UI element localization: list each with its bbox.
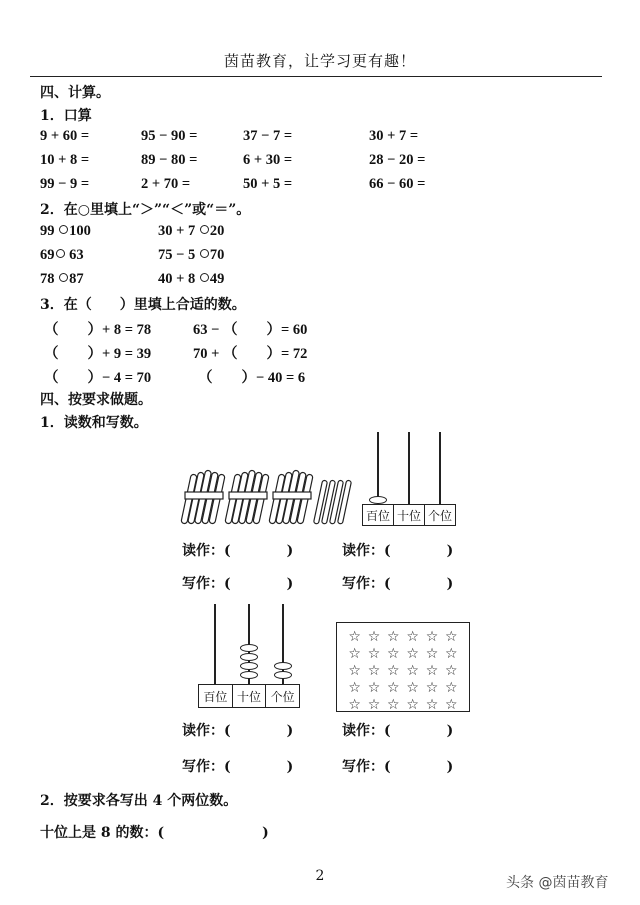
star-icon: ☆ bbox=[445, 697, 458, 713]
fill-title: 3．在（ ）里填上合适的数。 bbox=[40, 297, 246, 313]
header-rule bbox=[30, 76, 602, 77]
compare-item bbox=[40, 223, 91, 240]
compare-circle[interactable] bbox=[59, 273, 68, 282]
compare-left: 78 bbox=[40, 271, 55, 287]
place-label: 百位 bbox=[199, 685, 233, 707]
compare-item bbox=[158, 271, 224, 288]
compare-left: 75 − 5 bbox=[158, 247, 196, 263]
mental-item: 28 − 20 = bbox=[369, 152, 426, 168]
abacus-rod bbox=[377, 432, 379, 504]
compare-right: 20 bbox=[209, 223, 225, 239]
fill-item[interactable]: 70 + （ ）= 72 bbox=[193, 346, 308, 362]
mental-title: 1．口算 bbox=[40, 108, 92, 124]
compare-circle[interactable] bbox=[200, 225, 209, 234]
compare-item bbox=[40, 247, 84, 264]
compare-item bbox=[40, 271, 84, 288]
fill-item[interactable]: 63 − （ ）= 60 bbox=[193, 322, 308, 338]
read-answer[interactable]: 读作：( ) bbox=[182, 723, 294, 739]
star-icon: ☆ bbox=[445, 680, 458, 696]
abacus-bead bbox=[240, 662, 258, 670]
compare-right: 87 bbox=[69, 271, 84, 287]
abacus-bead bbox=[240, 644, 258, 652]
mental-item: 6 + 30 = bbox=[243, 152, 293, 168]
mental-item: 89 − 80 = bbox=[141, 152, 198, 168]
star-icon: ☆ bbox=[406, 697, 419, 713]
compare-circle[interactable] bbox=[59, 225, 68, 234]
compare-left: 40 + 8 bbox=[158, 271, 196, 287]
star-icon: ☆ bbox=[406, 680, 419, 696]
readwrite-title: 1．读数和写数。 bbox=[40, 415, 148, 431]
abacus-bead bbox=[274, 662, 292, 670]
place-label: 百位 bbox=[363, 505, 394, 525]
star-icon: ☆ bbox=[425, 629, 439, 645]
star-icon: ☆ bbox=[445, 629, 458, 645]
compare-left: 99 bbox=[40, 223, 55, 239]
stick-bundles-image bbox=[180, 462, 355, 532]
star-icon: ☆ bbox=[425, 663, 439, 679]
place-label: 十位 bbox=[394, 505, 425, 525]
section-title: 四、按要求做题。 bbox=[40, 392, 152, 408]
compare-left: 69 bbox=[40, 247, 55, 263]
mental-item: 37 − 7 = bbox=[243, 128, 293, 144]
star-icon: ☆ bbox=[367, 680, 381, 696]
star-grid bbox=[336, 622, 470, 712]
star-icon: ☆ bbox=[367, 646, 381, 662]
single-sticks bbox=[313, 480, 351, 524]
bundle bbox=[269, 470, 313, 524]
write-answer[interactable]: 写作：( ) bbox=[342, 576, 454, 592]
mental-item: 2 + 70 = bbox=[141, 176, 191, 192]
compare-right: 100 bbox=[69, 223, 91, 239]
abacus-bead bbox=[274, 671, 292, 679]
bundle bbox=[181, 470, 225, 524]
star-icon: ☆ bbox=[387, 629, 400, 645]
bundle bbox=[225, 470, 269, 524]
star-icon: ☆ bbox=[387, 646, 400, 662]
compare-right: 63 bbox=[69, 247, 84, 263]
read-answer[interactable]: 读作：( ) bbox=[182, 543, 294, 559]
star-icon: ☆ bbox=[406, 646, 419, 662]
star-icon: ☆ bbox=[425, 680, 439, 696]
star-icon: ☆ bbox=[367, 663, 381, 679]
write-answer[interactable]: 写作：( ) bbox=[182, 759, 294, 775]
compare-circle[interactable] bbox=[200, 249, 209, 258]
abacus-1 bbox=[362, 432, 456, 526]
place-value-box bbox=[198, 684, 300, 708]
watermark: 头条 @茵苗教育 bbox=[506, 875, 609, 891]
compare-title: 2．在○里填上“＞”“＜”或“＝”。 bbox=[40, 202, 251, 218]
fill-item[interactable]: （ ）− 40 = 6 bbox=[198, 370, 306, 386]
star-icon: ☆ bbox=[367, 697, 381, 713]
star-icon: ☆ bbox=[348, 697, 361, 713]
place-label: 个位 bbox=[270, 689, 295, 704]
read-answer[interactable]: 读作：( ) bbox=[342, 723, 454, 739]
abacus-bead bbox=[240, 653, 258, 661]
star-icon: ☆ bbox=[445, 646, 458, 662]
fill-item[interactable]: （ ）+ 9 = 39 bbox=[44, 346, 152, 362]
star-icon: ☆ bbox=[348, 663, 361, 679]
compare-left: 30 + 7 bbox=[158, 223, 196, 239]
star-icon: ☆ bbox=[348, 646, 361, 662]
fill-item[interactable]: （ ）− 4 = 70 bbox=[44, 370, 152, 386]
fill-item[interactable]: （ ）+ 8 = 78 bbox=[44, 322, 152, 338]
star-icon: ☆ bbox=[425, 697, 439, 713]
star-icon: ☆ bbox=[445, 663, 458, 679]
write-answer[interactable]: 写作：( ) bbox=[342, 759, 454, 775]
mental-item: 99 − 9 = bbox=[40, 176, 90, 192]
compare-circle[interactable] bbox=[56, 249, 65, 258]
abacus-2 bbox=[198, 604, 300, 708]
compare-right: 70 bbox=[209, 247, 225, 263]
read-answer[interactable]: 读作：( ) bbox=[342, 543, 454, 559]
abacus-rod bbox=[214, 604, 216, 684]
section-title: 四、计算。 bbox=[40, 85, 110, 101]
mental-item: 9 + 60 = bbox=[40, 128, 90, 144]
abacus-rod bbox=[439, 432, 441, 504]
mental-item: 10 + 8 = bbox=[40, 152, 90, 168]
compare-item bbox=[158, 247, 224, 264]
mental-item: 30 + 7 = bbox=[369, 128, 419, 144]
abacus-bead bbox=[240, 671, 258, 679]
star-icon: ☆ bbox=[348, 680, 361, 696]
star-icon: ☆ bbox=[367, 629, 381, 645]
star-icon: ☆ bbox=[387, 663, 400, 679]
abacus-rod bbox=[408, 432, 410, 504]
place-label: 十位 bbox=[233, 685, 267, 707]
place-label: 个位 bbox=[427, 508, 452, 523]
twodigit-line[interactable]: 十位上是 8 的数：( ) bbox=[40, 825, 269, 841]
compare-right: 49 bbox=[209, 271, 225, 287]
place-value-box bbox=[362, 504, 456, 526]
compare-item bbox=[158, 223, 224, 240]
star-icon: ☆ bbox=[406, 663, 419, 679]
mental-item: 66 − 60 = bbox=[369, 176, 426, 192]
page-number: 2 bbox=[315, 868, 325, 884]
write-answer[interactable]: 写作：( ) bbox=[182, 576, 294, 592]
star-icon: ☆ bbox=[387, 697, 400, 713]
mental-item: 50 + 5 = bbox=[243, 176, 293, 192]
star-icon: ☆ bbox=[348, 629, 361, 645]
twodigit-title: 2．按要求各写出 4 个两位数。 bbox=[40, 793, 238, 809]
mental-item: 95 − 90 = bbox=[141, 128, 198, 144]
star-icon: ☆ bbox=[406, 629, 419, 645]
page-header: 茵苗教育，让学习更有趣！ bbox=[223, 52, 416, 70]
star-icon: ☆ bbox=[425, 646, 439, 662]
star-icon: ☆ bbox=[387, 680, 400, 696]
compare-circle[interactable] bbox=[200, 273, 209, 282]
abacus-bead bbox=[369, 496, 387, 504]
